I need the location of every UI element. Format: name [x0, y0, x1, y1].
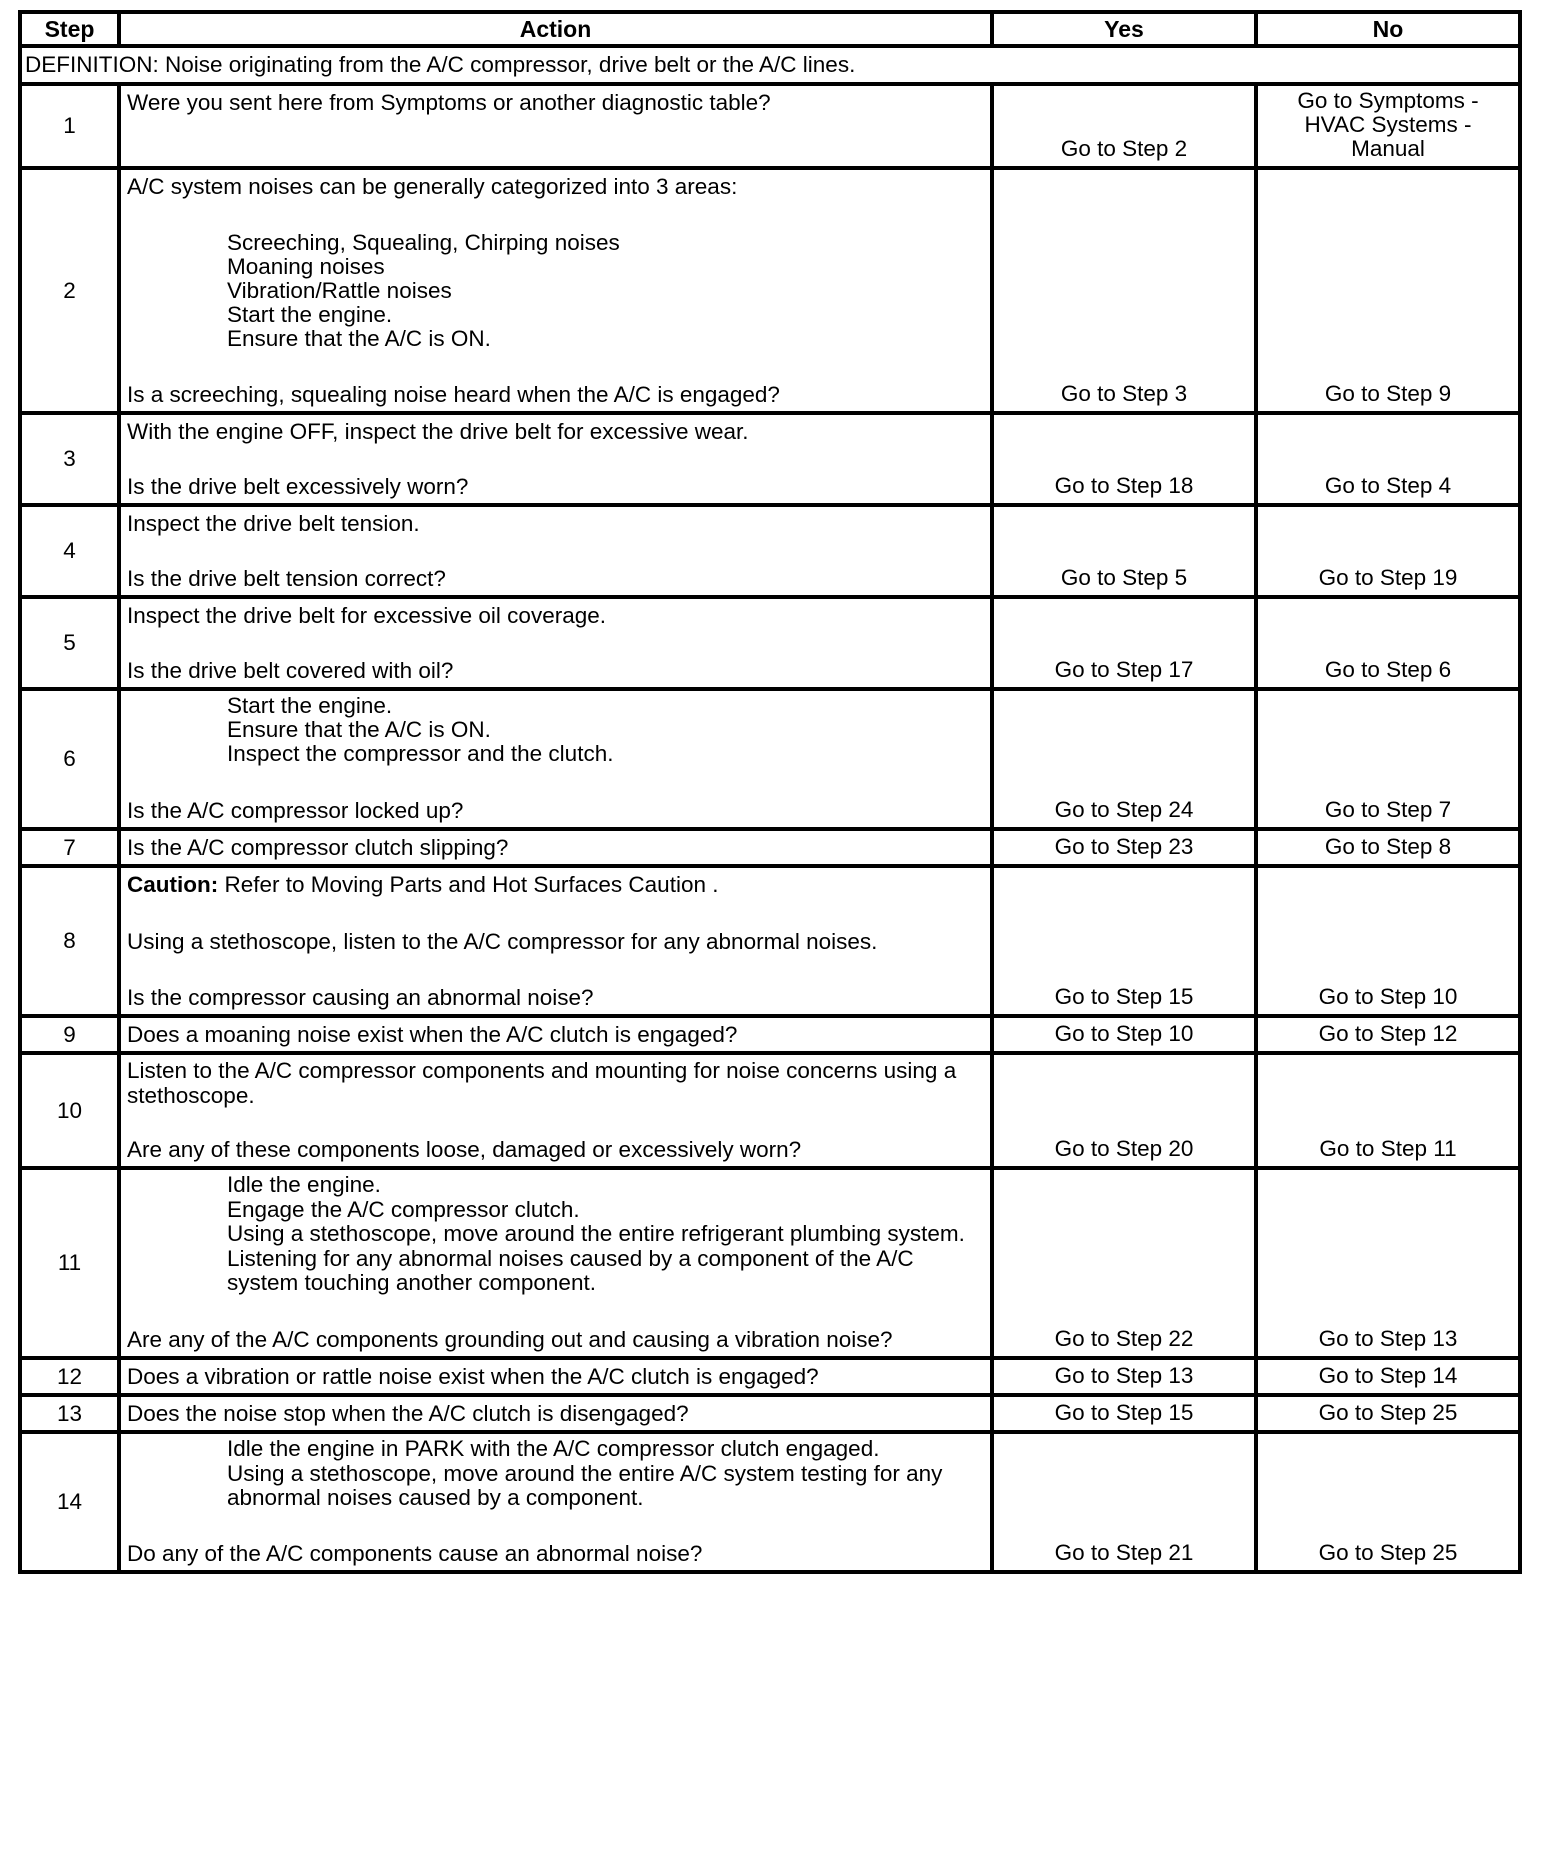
step-number: 2 [20, 168, 119, 413]
action-cell [119, 866, 992, 1016]
caution-text: Refer to Moving Parts and Hot Surfaces Caution . [218, 872, 719, 897]
action-steps [127, 1173, 986, 1296]
yes-cell: Go to Step 17 [992, 597, 1256, 689]
step-number: 5 [20, 597, 119, 689]
step-number: 12 [20, 1358, 119, 1395]
action-cell [119, 505, 992, 597]
action-question: Does the noise stop when the A/C clutch is disengaged? [119, 1395, 992, 1432]
step-number: 9 [20, 1016, 119, 1053]
action-steps [127, 231, 986, 351]
action-question: Is a screeching, squealing noise heard when the A/C is engaged? [127, 382, 780, 407]
action-question: Are any of these components loose, damaged or excessively worn? [127, 1137, 802, 1162]
table-row [20, 1358, 1520, 1395]
step-number: 8 [20, 866, 119, 1016]
action-question: Does a moaning noise exist when the A/C clutch is engaged? [119, 1016, 992, 1053]
action-step: Idle the engine. [227, 1172, 381, 1197]
header-yes: Yes [992, 12, 1256, 46]
table-row [20, 1016, 1520, 1053]
yes-cell: Go to Step 21 [992, 1432, 1256, 1572]
no-cell: Go to Step 14 [1256, 1358, 1520, 1395]
no-cell: Go to Step 13 [1256, 1168, 1520, 1358]
action-cell [119, 1432, 992, 1572]
action-step: Using a stethoscope, move around the entire A/C system testing for any abnormal noises caused by a component. [227, 1460, 943, 1510]
action-question: Is the A/C compressor clutch slipping? [119, 829, 992, 866]
table-row [20, 1168, 1520, 1358]
action-cell [119, 168, 992, 413]
yes-cell: Go to Step 15 [992, 866, 1256, 1016]
action-question: Do any of the A/C components cause an abnormal noise? [127, 1541, 703, 1566]
yes-cell: Go to Step 18 [992, 413, 1256, 505]
header-step: Step [20, 12, 119, 46]
table-row [20, 168, 1520, 413]
no-cell: Go to Step 10 [1256, 866, 1520, 1016]
step-number: 14 [20, 1432, 119, 1572]
header-action: Action [119, 12, 992, 46]
action-intro: Listen to the A/C compressor components and mounting for noise concerns using a stethoscope. [127, 1058, 957, 1108]
action-step: Screeching, Squealing, Chirping noises [227, 230, 620, 255]
table-row [20, 413, 1520, 505]
header-no: No [1256, 12, 1520, 46]
caution-line [127, 871, 986, 899]
table-row [20, 866, 1520, 1016]
diagnostic-table [18, 10, 1522, 1574]
table-row [20, 829, 1520, 866]
table-row [20, 84, 1520, 168]
action-intro: Inspect the drive belt tension. [127, 511, 420, 536]
action-question: Is the drive belt tension correct? [127, 566, 446, 591]
step-number: 10 [20, 1053, 119, 1168]
header-row [20, 12, 1520, 46]
step-number: 7 [20, 829, 119, 866]
no-cell: Go to Step 9 [1256, 168, 1520, 413]
definition-text: DEFINITION: Noise originating from the A/C compressor, drive belt or the A/C lines. [20, 46, 1520, 84]
action-instruction: Using a stethoscope, listen to the A/C compressor for any abnormal noises. [127, 928, 878, 954]
table-row [20, 597, 1520, 689]
action-question: Are any of the A/C components grounding out and causing a vibration noise? [127, 1327, 893, 1352]
no-cell: Go to Step 4 [1256, 413, 1520, 505]
step-number: 1 [20, 84, 119, 168]
action-intro: Inspect the drive belt for excessive oil coverage. [127, 603, 606, 628]
yes-cell: Go to Step 15 [992, 1395, 1256, 1432]
yes-cell: Go to Step 24 [992, 689, 1256, 829]
yes-cell: Go to Step 23 [992, 829, 1256, 866]
action-step: Ensure that the A/C is ON. [227, 717, 491, 742]
action-intro: With the engine OFF, inspect the drive belt for excessive wear. [127, 419, 749, 444]
no-cell: Go to Step 12 [1256, 1016, 1520, 1053]
table-row [20, 505, 1520, 597]
action-cell [119, 84, 992, 168]
step-number: 3 [20, 413, 119, 505]
action-question: Is the compressor causing an abnormal noise? [127, 985, 594, 1010]
action-question: Is the A/C compressor locked up? [127, 798, 464, 823]
action-cell [119, 413, 992, 505]
action-cell [119, 1168, 992, 1358]
action-steps [127, 694, 986, 766]
action-step: Inspect the compressor and the clutch. [227, 741, 614, 766]
action-step: Idle the engine in PARK with the A/C compressor clutch engaged. [227, 1436, 880, 1461]
no-cell: Go to Step 25 [1256, 1432, 1520, 1572]
no-cell: Go to Step 19 [1256, 505, 1520, 597]
action-step: Start the engine. [227, 302, 393, 327]
no-cell: Go to Symptoms - HVAC Systems - Manual [1256, 84, 1520, 168]
table-row [20, 1432, 1520, 1572]
yes-cell: Go to Step 5 [992, 505, 1256, 597]
action-question: Were you sent here from Symptoms or another diagnostic table? [127, 90, 771, 115]
no-cell: Go to Step 7 [1256, 689, 1520, 829]
action-step: Using a stethoscope, move around the entire refrigerant plumbing system. Listening for any abnormal noises caused by a component of the A/C system touching another component. [227, 1221, 965, 1295]
action-step: Start the engine. [227, 693, 393, 718]
yes-cell: Go to Step 3 [992, 168, 1256, 413]
table-row [20, 689, 1520, 829]
no-cell: Go to Step 8 [1256, 829, 1520, 866]
action-step: Ensure that the A/C is ON. [227, 326, 491, 351]
no-cell: Go to Step 11 [1256, 1053, 1520, 1168]
no-cell: Go to Step 25 [1256, 1395, 1520, 1432]
table-row [20, 1053, 1520, 1168]
yes-cell: Go to Step 10 [992, 1016, 1256, 1053]
yes-cell: Go to Step 20 [992, 1053, 1256, 1168]
yes-cell: Go to Step 22 [992, 1168, 1256, 1358]
table-row [20, 1395, 1520, 1432]
definition-row [20, 46, 1520, 84]
action-step: Moaning noises [227, 254, 385, 279]
no-cell: Go to Step 6 [1256, 597, 1520, 689]
step-number: 11 [20, 1168, 119, 1358]
step-number: 6 [20, 689, 119, 829]
step-number: 13 [20, 1395, 119, 1432]
action-question: Is the drive belt excessively worn? [127, 474, 469, 499]
action-step: Engage the A/C compressor clutch. [227, 1196, 580, 1222]
action-cell [119, 597, 992, 689]
action-question: Is the drive belt covered with oil? [127, 658, 454, 683]
action-step: Vibration/Rattle noises [227, 278, 452, 303]
action-steps [127, 1437, 986, 1511]
step-number: 4 [20, 505, 119, 597]
caution-label: Caution: [127, 872, 219, 897]
action-intro: A/C system noises can be generally categorized into 3 areas: [127, 174, 738, 199]
yes-cell: Go to Step 2 [992, 84, 1256, 168]
yes-cell: Go to Step 13 [992, 1358, 1256, 1395]
action-cell [119, 689, 992, 829]
action-cell [119, 1053, 992, 1168]
action-question: Does a vibration or rattle noise exist when the A/C clutch is engaged? [119, 1358, 992, 1395]
